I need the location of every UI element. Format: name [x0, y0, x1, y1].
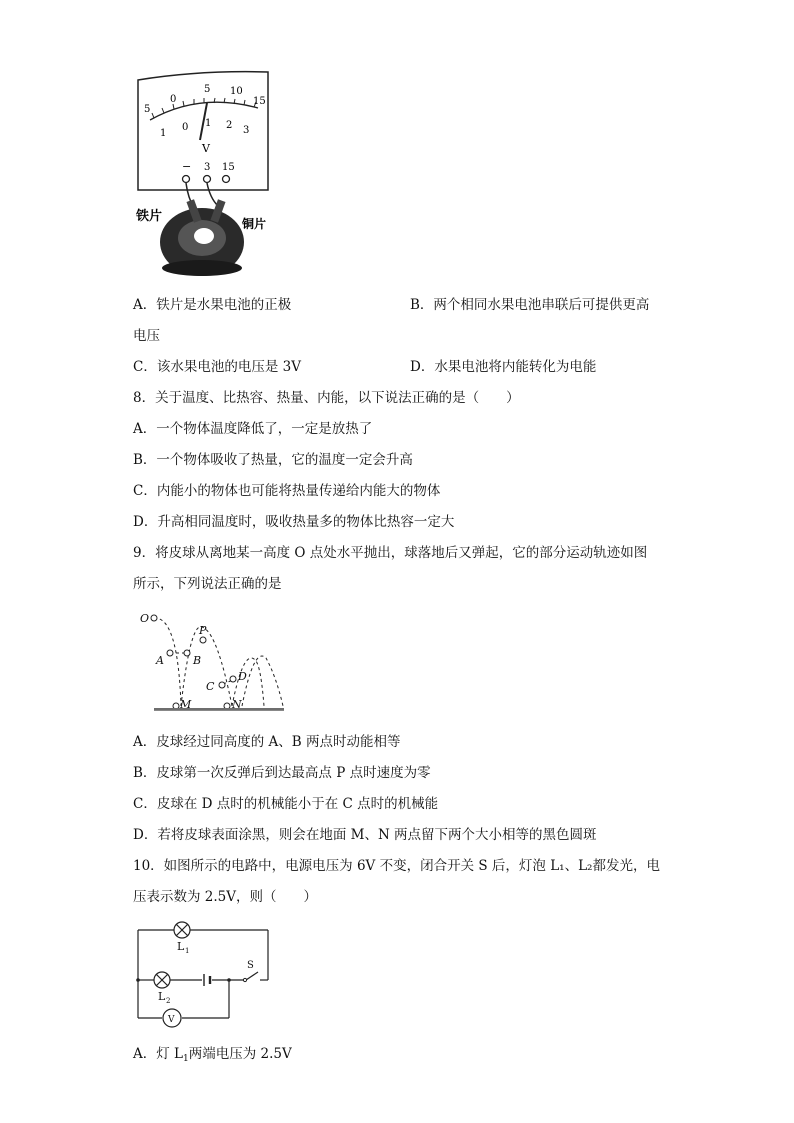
label-o: O	[140, 612, 150, 625]
battery-symbol	[204, 974, 210, 986]
q8-option-b: B．一个物体吸收了热量，它的温度一定会升高	[133, 452, 413, 468]
q9-option-a: A．皮球经过同高度的 A、B 两点时动能相等	[133, 734, 401, 750]
q8-stem: 8．关于温度、比热容、热量、内能，以下说法正确的是（ ）	[133, 390, 520, 406]
q7-option-b-cont: 电压	[133, 328, 160, 344]
point-d	[230, 676, 236, 682]
point-a	[167, 650, 173, 656]
label-n: N	[232, 698, 242, 711]
point-o	[151, 615, 157, 621]
label-l1-sub: 1	[185, 947, 190, 955]
q9-option-c: C．皮球在 D 点时的机械能小于在 C 点时的机械能	[133, 796, 439, 812]
scale-top-3: 10	[230, 86, 243, 97]
scale-top-2: 5	[204, 84, 211, 95]
point-c	[219, 682, 225, 688]
terminal-label-neg: −	[182, 160, 192, 173]
terminal-15	[223, 176, 230, 183]
q7-option-a: A．铁片是水果电池的正极	[133, 297, 292, 313]
label-v: V	[168, 1015, 175, 1025]
label-d: D	[238, 670, 247, 683]
q9-stem: 9．将皮球从离地某一高度 O 点处水平抛出，球落地后又弹起，它的部分运动轨迹如图	[133, 545, 648, 561]
q10-option-a-pre: A．灯 L	[133, 1046, 184, 1062]
scale-bottom-1: 0	[182, 122, 189, 133]
label-l2-sub: 2	[166, 997, 171, 1005]
scale-bottom-2: 1	[205, 118, 212, 129]
fruit-battery	[160, 208, 244, 276]
voltmeter-figure	[130, 70, 280, 280]
voltmeter-unit: V	[202, 142, 210, 155]
iron-label: 铁片	[136, 209, 163, 224]
label-c: C	[206, 680, 215, 693]
q7-option-b: B．两个相同水果电池串联后可提供更高	[410, 297, 650, 313]
q9-option-b: B．皮球第一次反弹后到达最高点 P 点时速度为零	[133, 765, 431, 781]
label-a: A	[156, 654, 164, 667]
q7-option-d: D．水果电池将内能转化为电能	[410, 359, 597, 375]
terminal-label-3: 3	[204, 162, 211, 173]
point-p	[200, 637, 206, 643]
label-l2: L	[158, 990, 166, 1003]
label-s: S	[247, 960, 254, 971]
q8-option-c: C．内能小的物体也可能将热量传递给内能大的物体	[133, 483, 441, 499]
lamp-l2	[154, 972, 170, 988]
scale-bottom-4: 3	[243, 125, 250, 136]
scale-top-4: 15	[253, 96, 266, 107]
q7-option-c: C．该水果电池的电压是 3V	[133, 359, 301, 375]
label-l1: L	[177, 940, 185, 953]
scale-bottom-3: 2	[226, 120, 233, 131]
terminal-neg	[183, 176, 190, 183]
q9-option-d: D．若将皮球表面涂黑，则会在地面 M、N 两点留下两个大小相等的黑色圆斑	[133, 827, 597, 843]
q10-stem-cont: 压表示数为 2.5V，则（ ）	[133, 889, 318, 905]
scale-bottom-0: 1	[160, 128, 167, 139]
scale-top-1: 0	[170, 94, 177, 105]
q9-stem-cont: 所示，下列说法正确的是	[133, 576, 282, 592]
q10-option-a-post: 两端电压为 2.5V	[188, 1046, 292, 1062]
ball-trajectory-figure	[136, 606, 296, 718]
circuit-diagram	[134, 918, 274, 1030]
scale-top-0: 5	[144, 104, 151, 115]
label-p: P	[199, 624, 207, 637]
q10-option-a	[133, 1045, 292, 1068]
q10-option-a-sub: 1	[183, 1054, 189, 1064]
copper-label: 铜片	[242, 217, 267, 231]
label-m: M	[180, 698, 192, 711]
q8-option-a: A．一个物体温度降低了，一定是放热了	[133, 421, 373, 437]
terminal-3	[204, 176, 211, 183]
q8-option-d: D．升高相同温度时，吸收热量多的物体比热容一定大	[133, 514, 455, 530]
label-b: B	[193, 654, 202, 667]
q10-stem: 10．如图所示的电路中，电源电压为 6V 不变，闭合开关 S 后，灯泡 L₁、L₂都发光，电	[133, 858, 660, 874]
lamp-l1	[174, 922, 190, 938]
point-b	[184, 650, 190, 656]
terminal-label-15: 15	[222, 162, 235, 173]
